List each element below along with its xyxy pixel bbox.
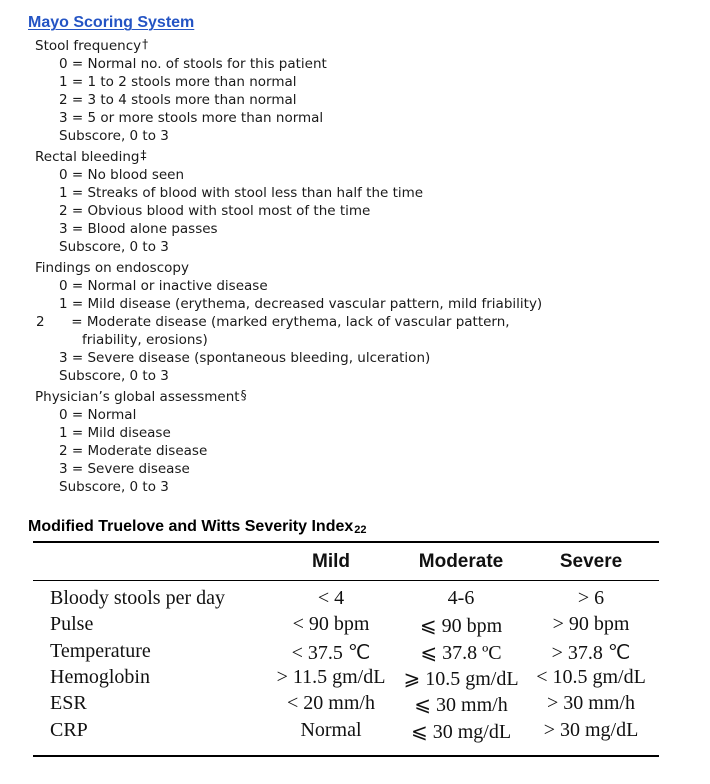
cell-mild: Normal [300,719,362,741]
score-value: 0 [59,278,68,294]
section-heading-text: Physician’s global assessment [35,389,240,405]
section-heading [35,35,595,55]
score-description: = No blood seen [67,167,185,183]
score-description: = Moderate disease (marked erythema, lack of vascular pattern, friability, erosions) [67,314,510,348]
cell-severe: > 30 mg/dL [543,719,639,741]
section-heading [35,257,595,277]
score-value: 1 [59,296,68,312]
score-item [35,109,595,127]
score-description: = Normal [67,407,137,423]
row-label: Bloody stools per day [50,587,225,609]
score-item [35,460,595,478]
truelove-title-text: Modified Truelove and Witts Severity Index [28,518,354,535]
header-severe: Severe [559,551,623,572]
score-value: 1 [59,74,68,90]
score-description: = Mild disease [67,425,171,441]
footnote-mark: § [240,388,247,402]
score-value: 0 [59,56,68,72]
score-item [35,313,564,349]
score-item [35,277,595,295]
score-value: 2 [59,92,68,108]
cell-severe: < 10.5 gm/dL [536,666,646,688]
score-item [35,91,595,109]
score-description: = Severe disease (spontaneous bleeding, ulceration) [67,350,431,366]
truelove-title [28,518,367,536]
score-item [35,202,595,220]
score-item [35,424,595,442]
cell-severe: > 37.8 ℃ [551,642,631,664]
score-item [35,220,595,238]
table-header-rule [33,580,659,581]
score-value: 3 [59,461,68,477]
score-item [35,184,595,202]
row-label: Pulse [50,613,94,635]
row-label: Temperature [50,640,151,662]
row-label: Hemoglobin [50,666,150,688]
cell-moderate: ⩾ 10.5 gm/dL [403,668,519,690]
header-moderate: Moderate [418,551,504,572]
score-value: 2 [36,314,45,330]
section-heading [35,146,595,166]
score-value: 2 [59,203,68,219]
footnote-mark: ‡ [140,148,147,162]
reference-number: 22 [354,524,367,536]
score-item [35,442,595,460]
score-description: = Obvious blood with stool most of the time [67,203,371,219]
subscore: Subscore, 0 to 3 [59,368,169,384]
score-item [35,406,595,424]
cell-moderate: ⩽ 90 bpm [419,615,503,637]
score-description: = Normal no. of stools for this patient [67,56,327,72]
score-description: = Mild disease (erythema, decreased vascular pattern, mild friability) [67,296,543,312]
score-description: = 3 to 4 stools more than normal [67,92,297,108]
section-heading-text: Rectal bleeding [35,149,140,165]
table-top-rule [33,541,659,543]
score-item [35,55,595,73]
section-heading [35,386,595,406]
score-item [35,166,595,184]
subscore: Subscore, 0 to 3 [59,479,169,495]
cell-moderate: ⩽ 30 mm/h [414,694,508,716]
subscore: Subscore, 0 to 3 [59,239,169,255]
cell-moderate: ⩽ 37.8 ºC [420,642,502,664]
cell-mild: < 20 mm/h [287,692,375,714]
cell-mild: > 11.5 gm/dL [276,666,386,688]
row-label: ESR [50,692,87,714]
score-description: = 1 to 2 stools more than normal [67,74,297,90]
score-description: = Moderate disease [67,443,208,459]
score-value: 1 [59,425,68,441]
endoscopy-findings-section [35,257,595,385]
subscore: Subscore, 0 to 3 [59,128,169,144]
cell-mild: < 37.5 ℃ [291,642,371,664]
section-heading-text: Findings on endoscopy [35,260,189,276]
row-label: CRP [50,719,88,741]
table-bottom-rule [33,755,659,757]
score-description: = Blood alone passes [67,221,218,237]
section-heading-text: Stool frequency [35,38,142,54]
score-value: 2 [59,443,68,459]
score-value: 1 [59,185,68,201]
cell-severe: > 90 bpm [552,613,630,635]
cell-mild: < 4 [317,587,345,609]
cell-mild: < 90 bpm [292,613,370,635]
cell-moderate: ⩽ 30 mg/dL [410,721,512,743]
score-description: = Streaks of blood with stool less than half the time [67,185,424,201]
physician-assessment-section [35,386,595,496]
cell-moderate: 4-6 [447,587,475,609]
rectal-bleeding-section [35,146,595,256]
score-item [35,295,595,313]
score-item [35,73,595,91]
cell-severe: > 30 mm/h [547,692,635,714]
score-value: 3 [59,221,68,237]
score-value: 0 [59,407,68,423]
score-item [35,349,595,367]
stool-frequency-section [35,35,595,145]
score-value: 3 [59,350,68,366]
score-value: 0 [59,167,68,183]
mayo-title: Mayo Scoring System [28,14,195,31]
footnote-mark: † [142,37,149,51]
score-description: = Severe disease [67,461,190,477]
cell-severe: > 6 [577,587,605,609]
header-mild: Mild [312,551,350,572]
mayo-criteria-list [35,35,595,497]
score-description: = 5 or more stools more than normal [67,110,324,126]
score-value: 3 [59,110,68,126]
score-description: = Normal or inactive disease [67,278,268,294]
